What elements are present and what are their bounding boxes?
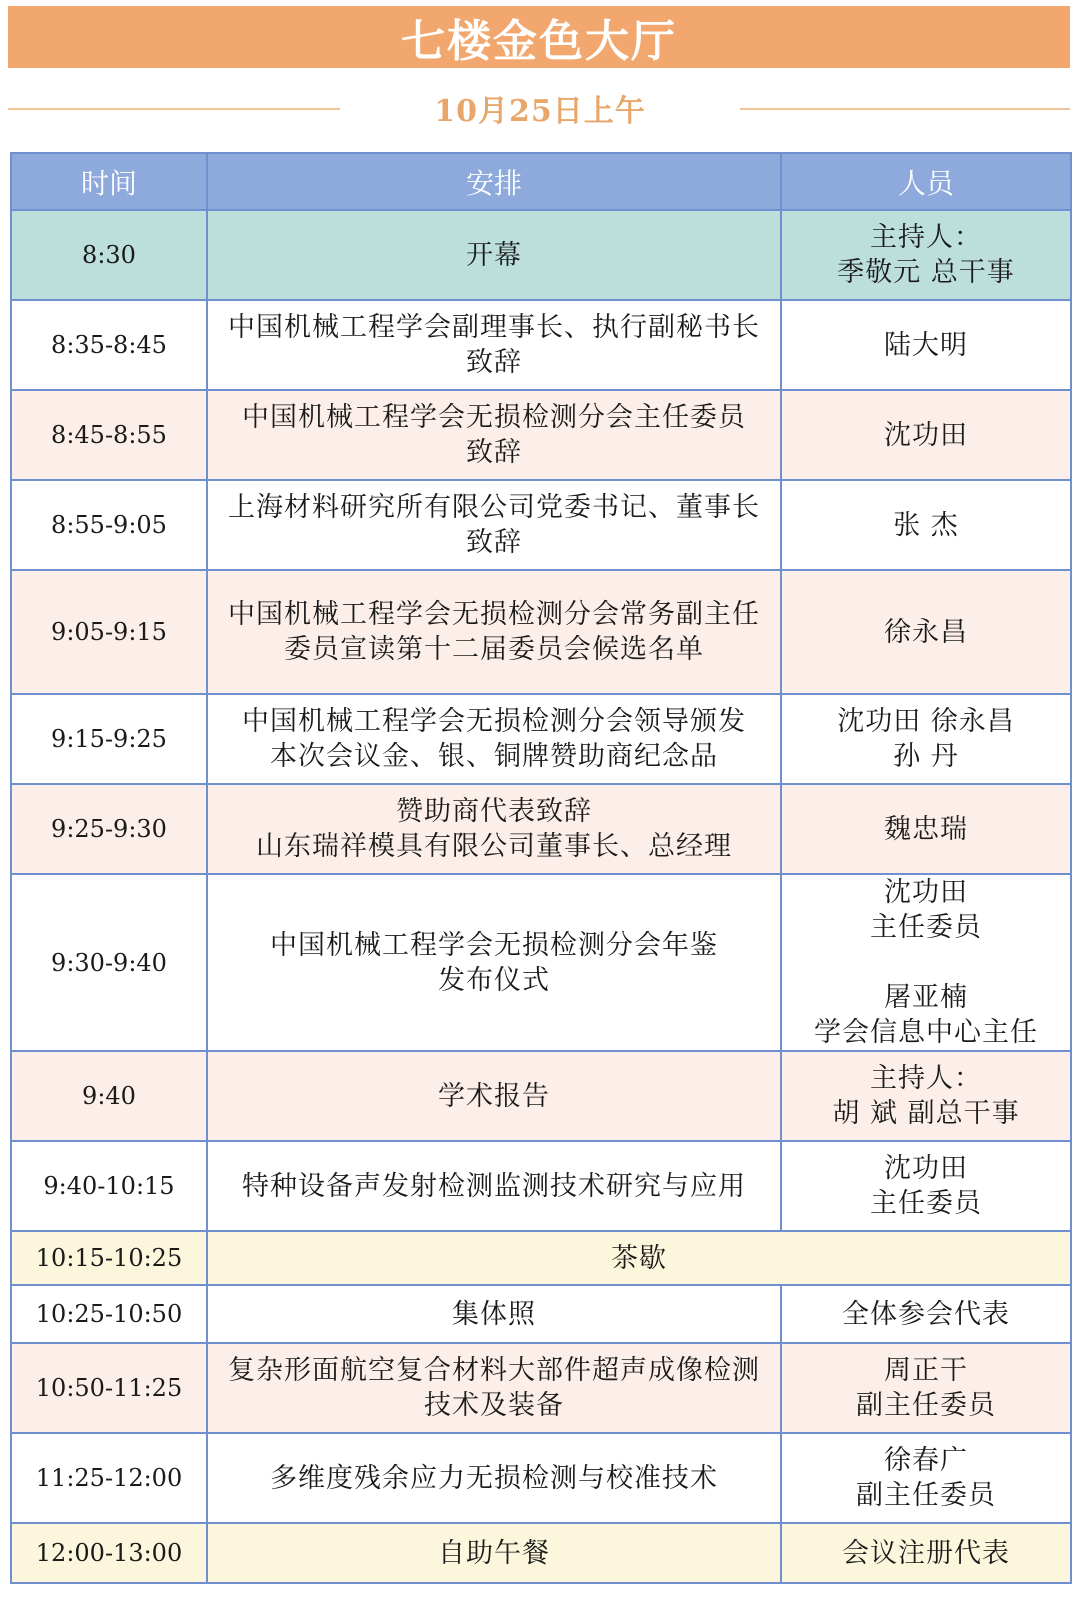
table-row-lunch xyxy=(11,1523,1071,1583)
column-header-people: 人员 xyxy=(781,153,1071,210)
agenda-cell: 中国机械工程学会无损检测分会领导颁发 本次会议金、银、铜牌赞助商纪念品 xyxy=(207,694,781,784)
time-cell: 11:25-12:00 xyxy=(11,1433,207,1523)
time-cell: 9:25-9:30 xyxy=(11,784,207,874)
people-cell: 全体参会代表 xyxy=(781,1285,1071,1343)
time-cell: 8:55-9:05 xyxy=(11,480,207,570)
session-date: 10月25日上午 xyxy=(434,94,646,129)
table-row xyxy=(11,480,1071,570)
time-cell: 12:00-13:00 xyxy=(11,1523,207,1583)
people-cell: 魏忠瑞 xyxy=(781,784,1071,874)
time-cell: 10:25-10:50 xyxy=(11,1285,207,1343)
agenda-cell: 中国机械工程学会无损检测分会主任委员 致辞 xyxy=(207,390,781,480)
agenda-cell: 开幕 xyxy=(207,210,781,300)
table-row xyxy=(11,1433,1071,1523)
people-cell: 徐永昌 xyxy=(781,570,1071,694)
time-cell: 9:05-9:15 xyxy=(11,570,207,694)
agenda-cell: 多维度残余应力无损检测与校准技术 xyxy=(207,1433,781,1523)
agenda-cell: 中国机械工程学会无损检测分会年鉴 发布仪式 xyxy=(207,874,781,1051)
time-cell: 8:35-8:45 xyxy=(11,300,207,390)
time-cell: 10:15-10:25 xyxy=(11,1231,207,1285)
agenda-cell: 复杂形面航空复合材料大部件超声成像检测 技术及装备 xyxy=(207,1343,781,1433)
divider-left xyxy=(8,108,340,110)
time-cell: 8:30 xyxy=(11,210,207,300)
people-cell: 陆大明 xyxy=(781,300,1071,390)
time-cell: 10:50-11:25 xyxy=(11,1343,207,1433)
table-row xyxy=(11,1285,1071,1343)
table-row xyxy=(11,570,1071,694)
people-cell: 会议注册代表 xyxy=(781,1523,1071,1583)
people-cell: 沈功田 主任委员 屠亚楠 学会信息中心主任 xyxy=(781,874,1071,1051)
table-row xyxy=(11,1051,1071,1141)
agenda-cell: 特种设备声发射检测监测技术研究与应用 xyxy=(207,1141,781,1231)
people-cell: 主持人： 季敬元 总干事 xyxy=(781,210,1071,300)
venue-banner xyxy=(8,6,1070,68)
schedule-table xyxy=(10,152,1072,1584)
table-row xyxy=(11,874,1071,1051)
people-cell: 沈功田 徐永昌 孙 丹 xyxy=(781,694,1071,784)
agenda-cell: 上海材料研究所有限公司党委书记、董事长 致辞 xyxy=(207,480,781,570)
agenda-cell: 中国机械工程学会副理事长、执行副秘书长 致辞 xyxy=(207,300,781,390)
table-header-row xyxy=(11,153,1071,210)
people-cell: 沈功田 xyxy=(781,390,1071,480)
table-row xyxy=(11,1343,1071,1433)
time-cell: 9:40-10:15 xyxy=(11,1141,207,1231)
table-row xyxy=(11,390,1071,480)
column-header-time: 时间 xyxy=(11,153,207,210)
people-cell: 周正干 副主任委员 xyxy=(781,1343,1071,1433)
table-row xyxy=(11,300,1071,390)
people-cell: 徐春广 副主任委员 xyxy=(781,1433,1071,1523)
column-header-agenda: 安排 xyxy=(207,153,781,210)
table-row xyxy=(11,694,1071,784)
table-row-break xyxy=(11,1231,1071,1285)
people-cell: 沈功田 主任委员 xyxy=(781,1141,1071,1231)
agenda-cell: 学术报告 xyxy=(207,1051,781,1141)
time-cell: 9:30-9:40 xyxy=(11,874,207,1051)
agenda-cell: 集体照 xyxy=(207,1285,781,1343)
agenda-cell: 茶歇 xyxy=(207,1231,1071,1285)
time-cell: 9:15-9:25 xyxy=(11,694,207,784)
agenda-cell: 自助午餐 xyxy=(207,1523,781,1583)
time-cell: 8:45-8:55 xyxy=(11,390,207,480)
agenda-cell: 赞助商代表致辞 山东瑞祥模具有限公司董事长、总经理 xyxy=(207,784,781,874)
divider-right xyxy=(740,108,1070,110)
date-header xyxy=(0,80,1080,136)
people-cell: 主持人： 胡 斌 副总干事 xyxy=(781,1051,1071,1141)
table-row xyxy=(11,210,1071,300)
table-row xyxy=(11,1141,1071,1231)
venue-title: 七楼金色大厅 xyxy=(401,16,677,67)
agenda-cell: 中国机械工程学会无损检测分会常务副主任 委员宣读第十二届委员会候选名单 xyxy=(207,570,781,694)
people-cell: 张 杰 xyxy=(781,480,1071,570)
table-row xyxy=(11,784,1071,874)
time-cell: 9:40 xyxy=(11,1051,207,1141)
